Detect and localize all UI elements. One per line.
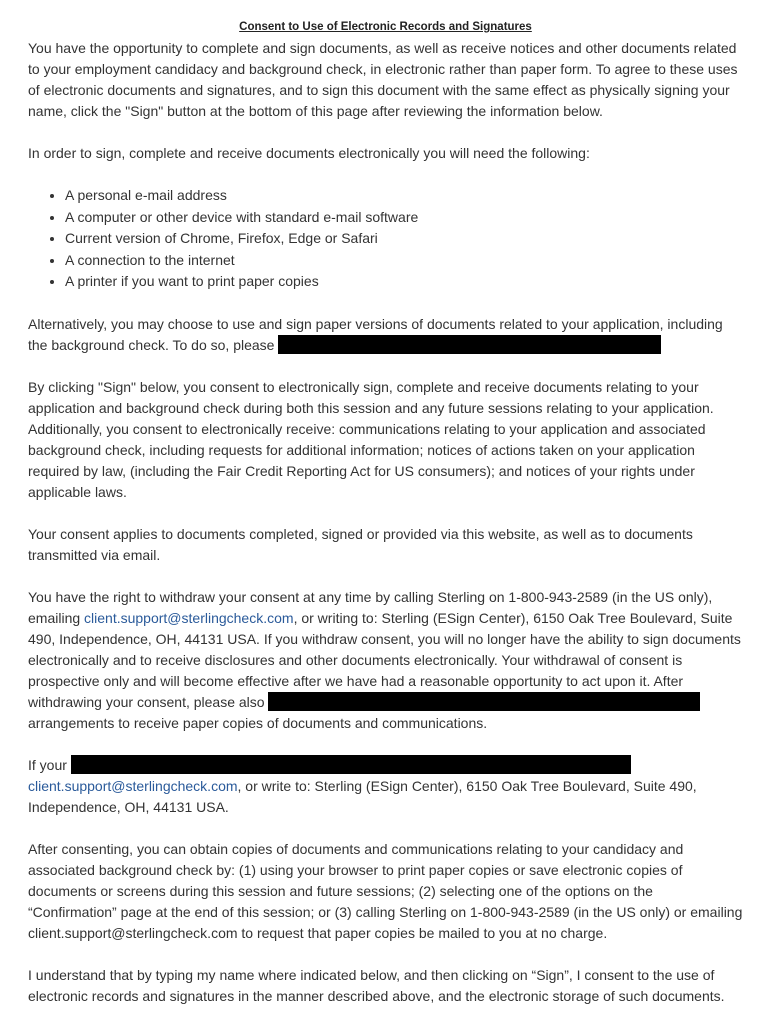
support-email-link[interactable]: client.support@sterlingcheck.com: [28, 777, 238, 794]
requirements-intro: In order to sign, complete and receive documents electronically you will need the following:: [28, 145, 590, 161]
scope-paragraph: Your consent applies to documents completed, signed or provided via this website, as well as to documents transmitted via email.: [28, 525, 693, 563]
ifyour-address: , or write to: Sterling (ESign Center), 6150 Oak Tree Boulevard, Suite 490, Independence, OH, 44131 USA.: [28, 777, 697, 815]
redacted-block: [268, 692, 700, 711]
list-item: • Current version of Chrome, Firefox, Edge or Safari: [65, 228, 743, 250]
redacted-block: [71, 755, 631, 774]
intro-paragraph: You have the opportunity to complete and sign documents, as well as receive notices and other documents related to your employment candidacy and background check, in electronic rather than paper form. To agree to these uses of electronic documents and signatures, and to sign this document with the same effect as physically signing your name, click the "Sign" button at the bottom of this page after reviewing the information below.: [28, 40, 738, 119]
alternative-text: Alternatively, you may choose to use and sign paper versions of documents related to your application, including the background check. To do so, please: [28, 315, 723, 353]
redacted-block: [278, 335, 661, 354]
list-item: • A personal e-mail address: [65, 185, 743, 207]
support-email-link[interactable]: client.support@sterlingcheck.com: [84, 609, 294, 626]
withdraw-tail: arrangements to receive paper copies of documents and communications.: [28, 714, 488, 731]
withdraw-text: You have the right to withdraw your consent at any time by calling Sterling on 1-800-943-2589 (in the US only), emailing: [28, 588, 713, 626]
withdraw-paragraph: [28, 587, 743, 734]
document-title: Consent to Use of Electronic Records and Signatures: [239, 21, 532, 33]
list-item: • A printer if you want to print paper copies: [65, 271, 743, 293]
requirements-list: [28, 185, 743, 293]
ifyour-lead: If your: [28, 756, 67, 773]
consent-paragraph: By clicking "Sign" below, you consent to electronically sign, complete and receive documents relating to your application and background check during both this session and any future sessions relating to your application. Additionally, you consent to electronically receive: communications relating to your application and associated background check, including requests for additional information; notices of actions taken on your application required by law, (including the Fair Credit Reporting Act for US consumers); and notices of your rights under applicable laws.: [28, 378, 714, 500]
understand-paragraph: I understand that by typing my name where indicated below, and then clicking on “Sign”, I consent to the use of electronic records and signatures in the manner described above, and the electronic storage of such documents.: [28, 966, 725, 1004]
alternative-paragraph: [28, 314, 743, 356]
copies-paragraph: After consenting, you can obtain copies of documents and communications relating to your candidacy and associated background check by: (1) using your browser to print paper copies or save electronic copies of documents or screens during this session and future sessions; (2) selecting one of the options on the “Confirmation” page at the end of this session; or (3) calling Sterling on 1-800-943-2589 (in the US only) or emailing client.support@sterlingcheck.com to request that paper copies be mailed to you at no charge.: [28, 840, 743, 941]
withdraw-text-continued: , or writing to: Sterling (ESign Center), 6150 Oak Tree Boulevard, Suite 490, Independence, OH, 44131 USA. If you withdraw consent, you will no longer have the ability to sign documents electronically and to receive disclosures and other documents electronically. Your withdrawal of consent is prospective only and will become effective after we have had a reasonable opportunity to act upon it. After withdrawing your consent, please also: [28, 609, 741, 710]
consent-document: [28, 0, 743, 1007]
list-item: • A connection to the internet: [65, 250, 743, 272]
list-item: • A computer or other device with standard e-mail software: [65, 207, 743, 229]
ifyour-paragraph: [28, 755, 743, 818]
